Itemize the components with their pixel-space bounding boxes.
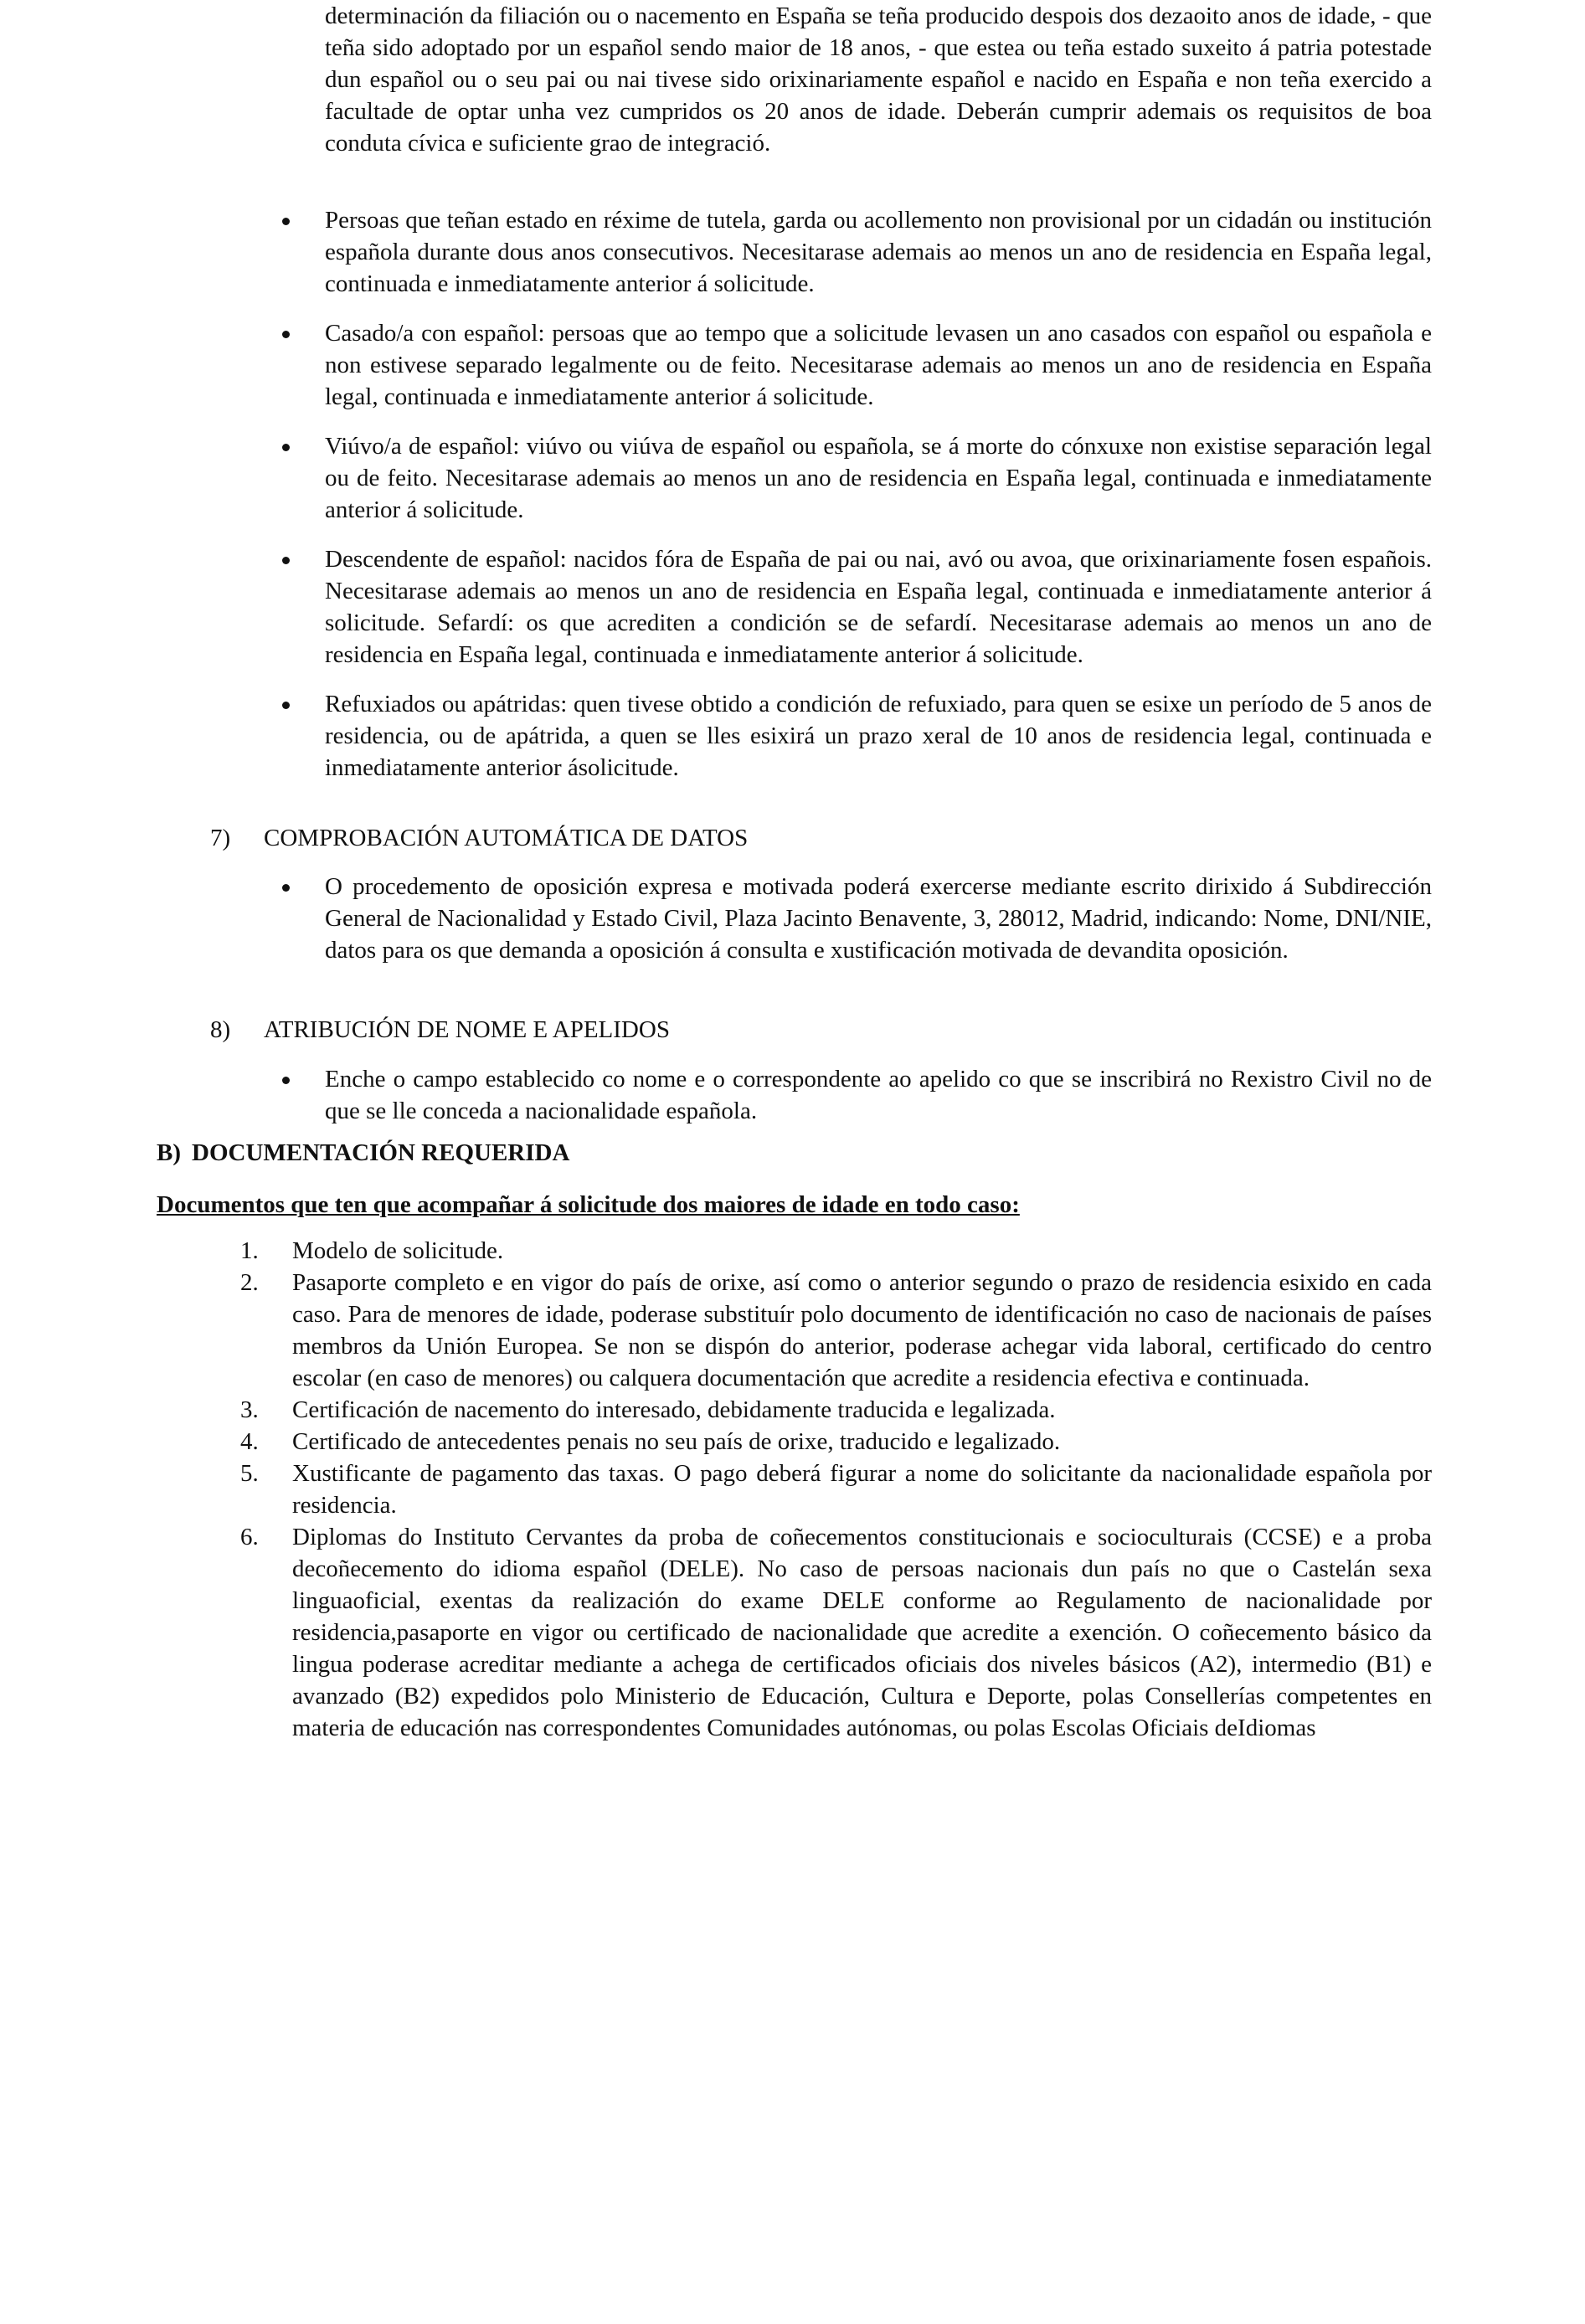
bullet-text: Viúvo/a de español: viúvo ou viúva de español ou española, se á morte do cónxuxe non existise separación legal ou de feito. Necesitarase ademais ao menos un ano de residencia en España legal, continuada e inmediatamente anterior á solicitude. xyxy=(325,433,1432,523)
item-number: 6. xyxy=(240,1524,259,1550)
item-number: 3. xyxy=(240,1396,259,1423)
list-item xyxy=(282,317,1432,413)
bullet-text: Enche o campo establecido co nome e o correspondente ao apelido co que se inscribirá no Rexistro Civil no de que se lle conceda a nacionalidade española. xyxy=(325,1066,1432,1124)
bullet-text: Descendente de español: nacidos fóra de España de pai ou nai, avó ou avoa, que orixinariamente fosen españois. Necesitarase ademais ao menos un ano de residencia en España legal, continuada e inmediatamente anterior á solicitude. Sefardí: os que acrediten a condición se de sefardí. Necesitarase ademais ao menos un ano de residencia en España legal, continuada e inmediatamente anterior á solicitude. xyxy=(325,546,1432,668)
section-letter: B) xyxy=(157,1139,181,1166)
item-text: Diplomas do Instituto Cervantes da proba de coñecementos constitucionais e socioculturais (CCSE) e a proba decoñecemento do idioma español (DELE). No caso de persoas nacionais dun país no que o Castelán sexa linguaoficial, exentas da realización do exame DELE conforme ao Regulamento de nacionalidade por residencia,pasaporte en vigor ou certificado de nacionalidade que acredite a exención. O coñecemento básico da lingua poderase acreditar mediante a achega de certificados oficiais dos niveles básicos (A2), intermedio (B1) e avanzado (B2) expedidos polo Ministerio de Educación, Cultura e Deporte, polas Consellerías competentes en materia de educación nas correspondentes Comunidades autónomas, ou polas Escolas Oficiais deIdiomas xyxy=(292,1524,1432,1741)
item-number: 5. xyxy=(240,1460,259,1487)
list-item xyxy=(282,543,1432,671)
section-b-heading xyxy=(157,1137,569,1169)
item-text: Certificación de nacemento do interesado, debidamente traducida e legalizada. xyxy=(292,1396,1056,1423)
item-number: 4. xyxy=(240,1428,259,1455)
item-text: Certificado de antecedentes penais no seu país de orixe, traducido e legalizado. xyxy=(292,1428,1061,1455)
bullet-icon xyxy=(282,557,290,564)
section-title: ATRIBUCIÓN DE NOME E APELIDOS xyxy=(264,1016,670,1043)
bullet-text: Persoas que teñan estado en réxime de tutela, garda ou acollemento non provisional por un cidadán ou institución española durante dous anos consecutivos. Necesitarase ademais ao menos un ano de residencia en España legal, continuada e inmediatamente anterior á solicitude. xyxy=(325,207,1432,297)
list-item xyxy=(282,871,1432,966)
section-7-bullets xyxy=(282,871,1432,984)
item-text: Xustificante de pagamento das taxas. O pago deberá figurar a nome do solicitante da nacionalidade española por residencia. xyxy=(292,1460,1432,1519)
item-text: Modelo de solicitude. xyxy=(292,1237,504,1264)
section-number: 8) xyxy=(210,1016,231,1043)
bullet-text: Refuxiados ou apátridas: quen tivese obtido a condición de refuxiado, para quen se esixe un período de 5 anos de residencia, ou de apátrida, a quen se lles esixirá un prazo xeral de 10 anos de residencia legal, continuada e inmediatamente anterior ásolicitude. xyxy=(325,691,1432,781)
documents-heading: Documentos que ten que acompañar á solicitude dos maiores de idade en todo caso: xyxy=(157,1191,1020,1218)
bullet-text: Casado/a con español: persoas que ao tempo que a solicitude levasen un ano casados con español ou española e non estivese separado legalmente ou de feito. Necesitarase ademais ao menos un ano de residencia en España legal, continuada e inmediatamente anterior á solicitude. xyxy=(325,320,1432,410)
section-8-bullets xyxy=(282,1063,1432,1144)
list-item xyxy=(282,688,1432,784)
section-title: DOCUMENTACIÓN REQUERIDA xyxy=(192,1139,570,1166)
documents-list xyxy=(240,1235,1432,1744)
section-number: 7) xyxy=(210,825,231,851)
residence-bullet-list xyxy=(282,204,1432,801)
bullet-icon xyxy=(282,218,290,225)
list-item xyxy=(282,1063,1432,1127)
list-item xyxy=(282,204,1432,300)
list-item xyxy=(282,430,1432,526)
bullet-text: O procedemento de oposición expresa e motivada poderá exercerse mediante escrito dirixido á Subdirección General de Nacionalidad y Estado Civil, Plaza Jacinto Benavente, 3, 28012, Madrid, indicando: Nome, DNI/NIE, datos para os que demanda a oposición á consulta e xustificación motivada de devandita oposición. xyxy=(325,873,1432,964)
bullet-icon xyxy=(282,702,290,709)
bullet-icon xyxy=(282,1077,290,1084)
item-text: Pasaporte completo e en vigor do país de orixe, así como o anterior segundo o prazo de residencia esixido en cada caso. Para de menores de idade, poderase substituír polo documento de identificación no caso de nacionais de países membros da Unión Europea. Se non se dispón do anterior, poderase achegar vida laboral, certificado do centro escolar (en caso de menores) ou calquera documentación que acredite a residencia efectiva e continuada. xyxy=(292,1269,1432,1391)
continuation-paragraph: determinación da filiación ou o nacemento en España se teña producido despois dos dezaoito anos de idade, - que teña sido adoptado por un español sendo maior de 18 anos, - que estea ou teña estado suxeito á patria potestade dun español ou o seu pai ou nai tivese sido orixinariamente español e nacido en España e non teña exercido a facultade de optar unha vez cumpridos os 20 anos de idade. Deberán cumprir ademais os requisitos de boa conduta cívica e suficiente grao de integració. xyxy=(325,3,1432,157)
list-item xyxy=(240,1394,1432,1426)
list-item xyxy=(240,1235,1432,1267)
bullet-icon xyxy=(282,331,290,338)
list-item xyxy=(240,1458,1432,1521)
bullet-icon xyxy=(282,444,290,451)
list-item xyxy=(240,1267,1432,1394)
list-item xyxy=(240,1426,1432,1458)
item-number: 1. xyxy=(240,1237,259,1264)
section-title: COMPROBACIÓN AUTOMÁTICA DE DATOS xyxy=(264,825,749,851)
bullet-icon xyxy=(282,884,290,892)
list-item xyxy=(240,1521,1432,1744)
item-number: 2. xyxy=(240,1269,259,1296)
